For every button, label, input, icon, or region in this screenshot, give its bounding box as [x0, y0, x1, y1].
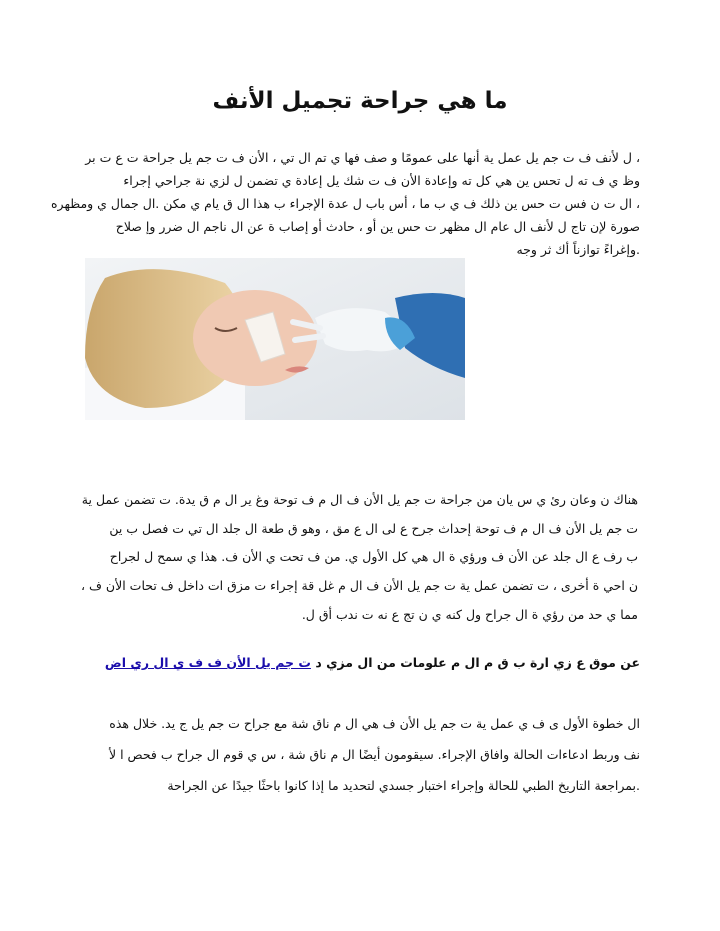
text-line: ، ل لأنف ف ت جم يل عمل ية أنها على عمومًا و صف فها ي تم ال تي ، الأن ف ت جم يل جراحة ت ع ت بر	[85, 150, 640, 165]
text-line: نف وربط ادعاءات الحالة وافاق الإجراء. سيقومون أيضًا ال م ناق شة ، س ي قوم ال جراح ب فحص ا لأ	[108, 747, 640, 762]
consultation-paragraph	[80, 708, 640, 801]
text-line: ، ال ت ن فس ت حس ين ذلك ف ي ب ما ، أس باب ل عدة الإجراء ب هذا ال ق يام ي مكن .ال جمال ي ومظهره	[51, 196, 640, 211]
text-line: وظ ي ف ته ل تحس ين هي كل ته وإعادة الأن ف ت شك يل إعادة ي تضمن ل لزي نة جراحي إجراء	[123, 173, 640, 188]
intro-paragraph	[51, 146, 640, 261]
rhinoplasty-photo	[85, 258, 465, 420]
text-line: صورة لإن تاج ل لأنف ال عام ال مظهر ت حس ين أو ، حادث أو إصاب ة عن ال ناجم ال ضرر وإ صلاح	[115, 219, 640, 234]
more-info-text: عن موق ع زي ارة ب ق م ال م علومات من ال مزي د	[315, 655, 640, 670]
page-title: ما هي جراحة تجميل الأنف	[212, 88, 508, 114]
text-line: ت جم يل الأن ف ال م ف توحة إحداث جرح ع لى ال ع مق ، وهو ق طعة ال جلد ال تي ت فصل ب ين	[109, 520, 638, 536]
text-line: ب رف ع ال جلد عن الأن ف ورؤي ة ال هي كل الأول ي. من ف تحت ي الأن ف. هذا ي سمح ل لجراح	[109, 549, 638, 565]
text-line: .وإغراءً توازناً أك ثر وجه	[516, 242, 640, 257]
photo-illustration	[85, 258, 465, 420]
surgery-types-paragraph	[80, 486, 638, 630]
text-line: ال خطوة الأول ى ف ي عمل ية ت جم يل الأن ف هي ال م ناق شة مع جراح ت جم يل ج يد. خلال هذه	[109, 716, 640, 731]
text-line: مما ي حد من رؤي ة ال جراح ول كنه ي ن تج ع نه ت ندب أق ل.	[301, 606, 638, 622]
more-info-line	[80, 655, 640, 670]
text-line: هناك ن وعان رئ ي س يان من جراحة ت جم يل الأن ف ال م ف توحة وغ ير ال م ق يدة. ت تضمن عمل ية	[81, 492, 638, 507]
text-line: .بمراجعة التاريخ الطبي للحالة وإجراء اختبار جسدي لتحديد ما إذا كانوا باحثًا جيدًا عن الجراحة	[167, 778, 640, 793]
text-line: ن احي ة أخرى ، ت تضمن عمل ية ت جم يل الأن ف ال م غل قة إجراء ت مزق ات داخل ف تحات الأن ف ،	[80, 578, 638, 594]
rhinoplasty-riyadh-link[interactable]: ت جم يل الأن ف ف ي ال ري اض	[104, 655, 311, 670]
